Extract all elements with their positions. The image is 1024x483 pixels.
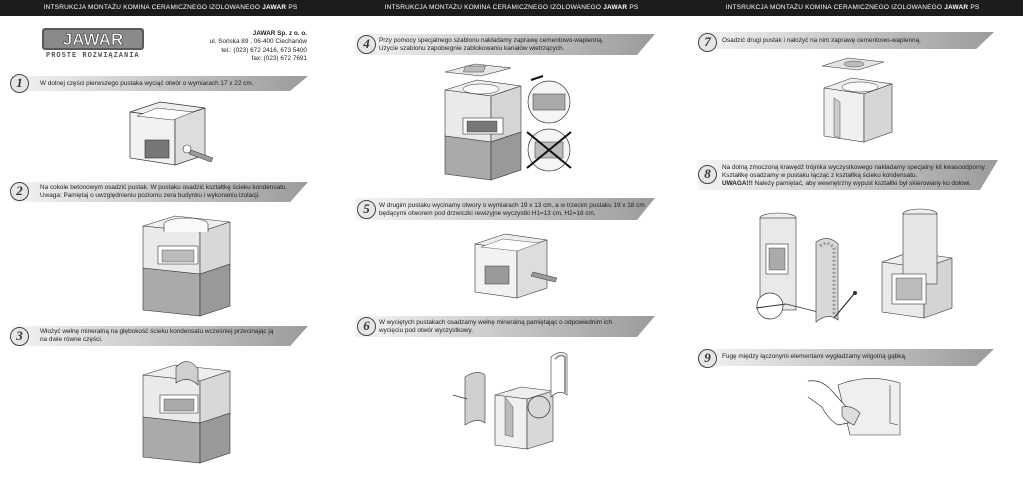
- header-text: INTSRUKCJA MONTAŻU KOMINA CERAMICZNEGO IZOLOWANEGO: [384, 4, 602, 11]
- step-1-text: W dolnej części pierwszego pustaka wyciąć otwór o wymiarach 17 x 22 cm.: [40, 80, 254, 87]
- top-bar: [341, 0, 682, 16]
- step-4-illustration: [431, 62, 591, 187]
- header-brand: JAWAR: [603, 4, 628, 11]
- step-8-text: Na dolną zmoczoną krawędź trójnika wyczystkowego nakładamy specjalny kit kwasoodporny. Kształtkę osadzamy w pustaku łącząc z kształtką ścieku kondensatu. UWAGA!!! Należy pamiętać, aby wewnętrzny wypust kształtki był skierowany ku dołowi.: [722, 164, 1012, 189]
- step-9-text: Fugę między łączonymi elementami wygładzamy wilgotną gąbką.: [722, 353, 907, 360]
- company-address: ul. Sońska 89 , 06-400 Ciechanów: [209, 38, 307, 46]
- step-8-warning: UWAGA!!! Należy pamiętać, aby wewnętrzny wypust kształtki był skierowany ku dołowi.: [722, 180, 972, 188]
- company-tel: tel.: (023) 672 2416, 673 5400: [221, 46, 307, 54]
- step-2-number: 2: [10, 182, 29, 201]
- step-7-illustration: [818, 58, 908, 150]
- step-3-illustration: [140, 355, 240, 465]
- company-name: JAWAR Sp. z o. o.: [252, 30, 307, 37]
- top-bar: [682, 0, 1023, 16]
- step-3-text: Włożyć wełnę mineralną na głębokość ścieku kondensatu wcześniej przecinając ją na dwie równe części.: [40, 328, 274, 344]
- column-3: [682, 0, 1023, 483]
- step-6-number: 6: [357, 317, 376, 336]
- step-7-number: 7: [698, 33, 717, 52]
- step-8-illustration: [742, 208, 992, 328]
- step-9-illustration: [808, 375, 908, 445]
- step-1-illustration: [125, 100, 225, 170]
- step-2-illustration: [140, 208, 240, 318]
- step-3-number: 3: [10, 327, 29, 346]
- company-info: [210, 30, 307, 63]
- svg-text:JAWAR: JAWAR: [62, 30, 124, 49]
- step-1-number: 1: [10, 74, 29, 93]
- header-suffix: PS: [970, 4, 980, 11]
- header-text: INTSRUKCJA MONTAŻU KOMINA CERAMICZNEGO IZOLOWANEGO: [725, 4, 943, 11]
- header-text: INTSRUKCJA MONTAŻU KOMINA CERAMICZNEGO IZOLOWANEGO: [43, 4, 261, 11]
- step-8-number: 8: [698, 165, 717, 184]
- header-suffix: PS: [629, 4, 639, 11]
- column-2: [341, 0, 682, 483]
- step-6-illustration: [451, 345, 581, 455]
- step-9-number: 9: [698, 349, 717, 368]
- step-5-text: W drugim pustaku wycinamy otwory o wymiarach 19 x 13 cm, a w trzecim pustaku 19 x 18 cm będącymi otworem pod drzwiczki rewizyjne wyczystki H1=13 cm, H2=18 cm.: [379, 202, 645, 218]
- step-4-text: Przy pomocy specjalnego szablonu nakładamy zaprawę cementowo-wapienną. Użycie szablonu zapobiegnie zablokowaniu kanałów wietrzących.: [379, 37, 604, 53]
- step-6-text: W wyciętych pustakach osadzamy wełnę mineralną pamiętając o odpowiednim ich wycięciu pod otwór wyczystkowy.: [379, 319, 613, 335]
- top-bar: [0, 0, 341, 16]
- header-suffix: PS: [288, 4, 298, 11]
- step-5-number: 5: [357, 200, 376, 219]
- header-brand: JAWAR: [944, 4, 969, 11]
- step-2-text: Na cokole betonowym osadzić pustak. W pustaku osadzić kształtkę ścieku kondensatu. Uwaga: Pamiętaj o uwzględnieniu poziomu zera budynku i wykonaniu izolacji.: [40, 184, 288, 200]
- header-brand: JAWAR: [262, 4, 287, 11]
- step-4-number: 4: [357, 35, 376, 54]
- column-1: [0, 0, 341, 483]
- step-5-illustration: [471, 232, 571, 304]
- logo-tagline: PROSTE ROZWIĄZANIA: [46, 52, 140, 60]
- company-fax: fax: (023) 672 7691: [251, 54, 307, 62]
- step-7-text: Osadzić drugi pustak i nałożyć na nim zaprawę cementowo-wapienną.: [722, 37, 921, 44]
